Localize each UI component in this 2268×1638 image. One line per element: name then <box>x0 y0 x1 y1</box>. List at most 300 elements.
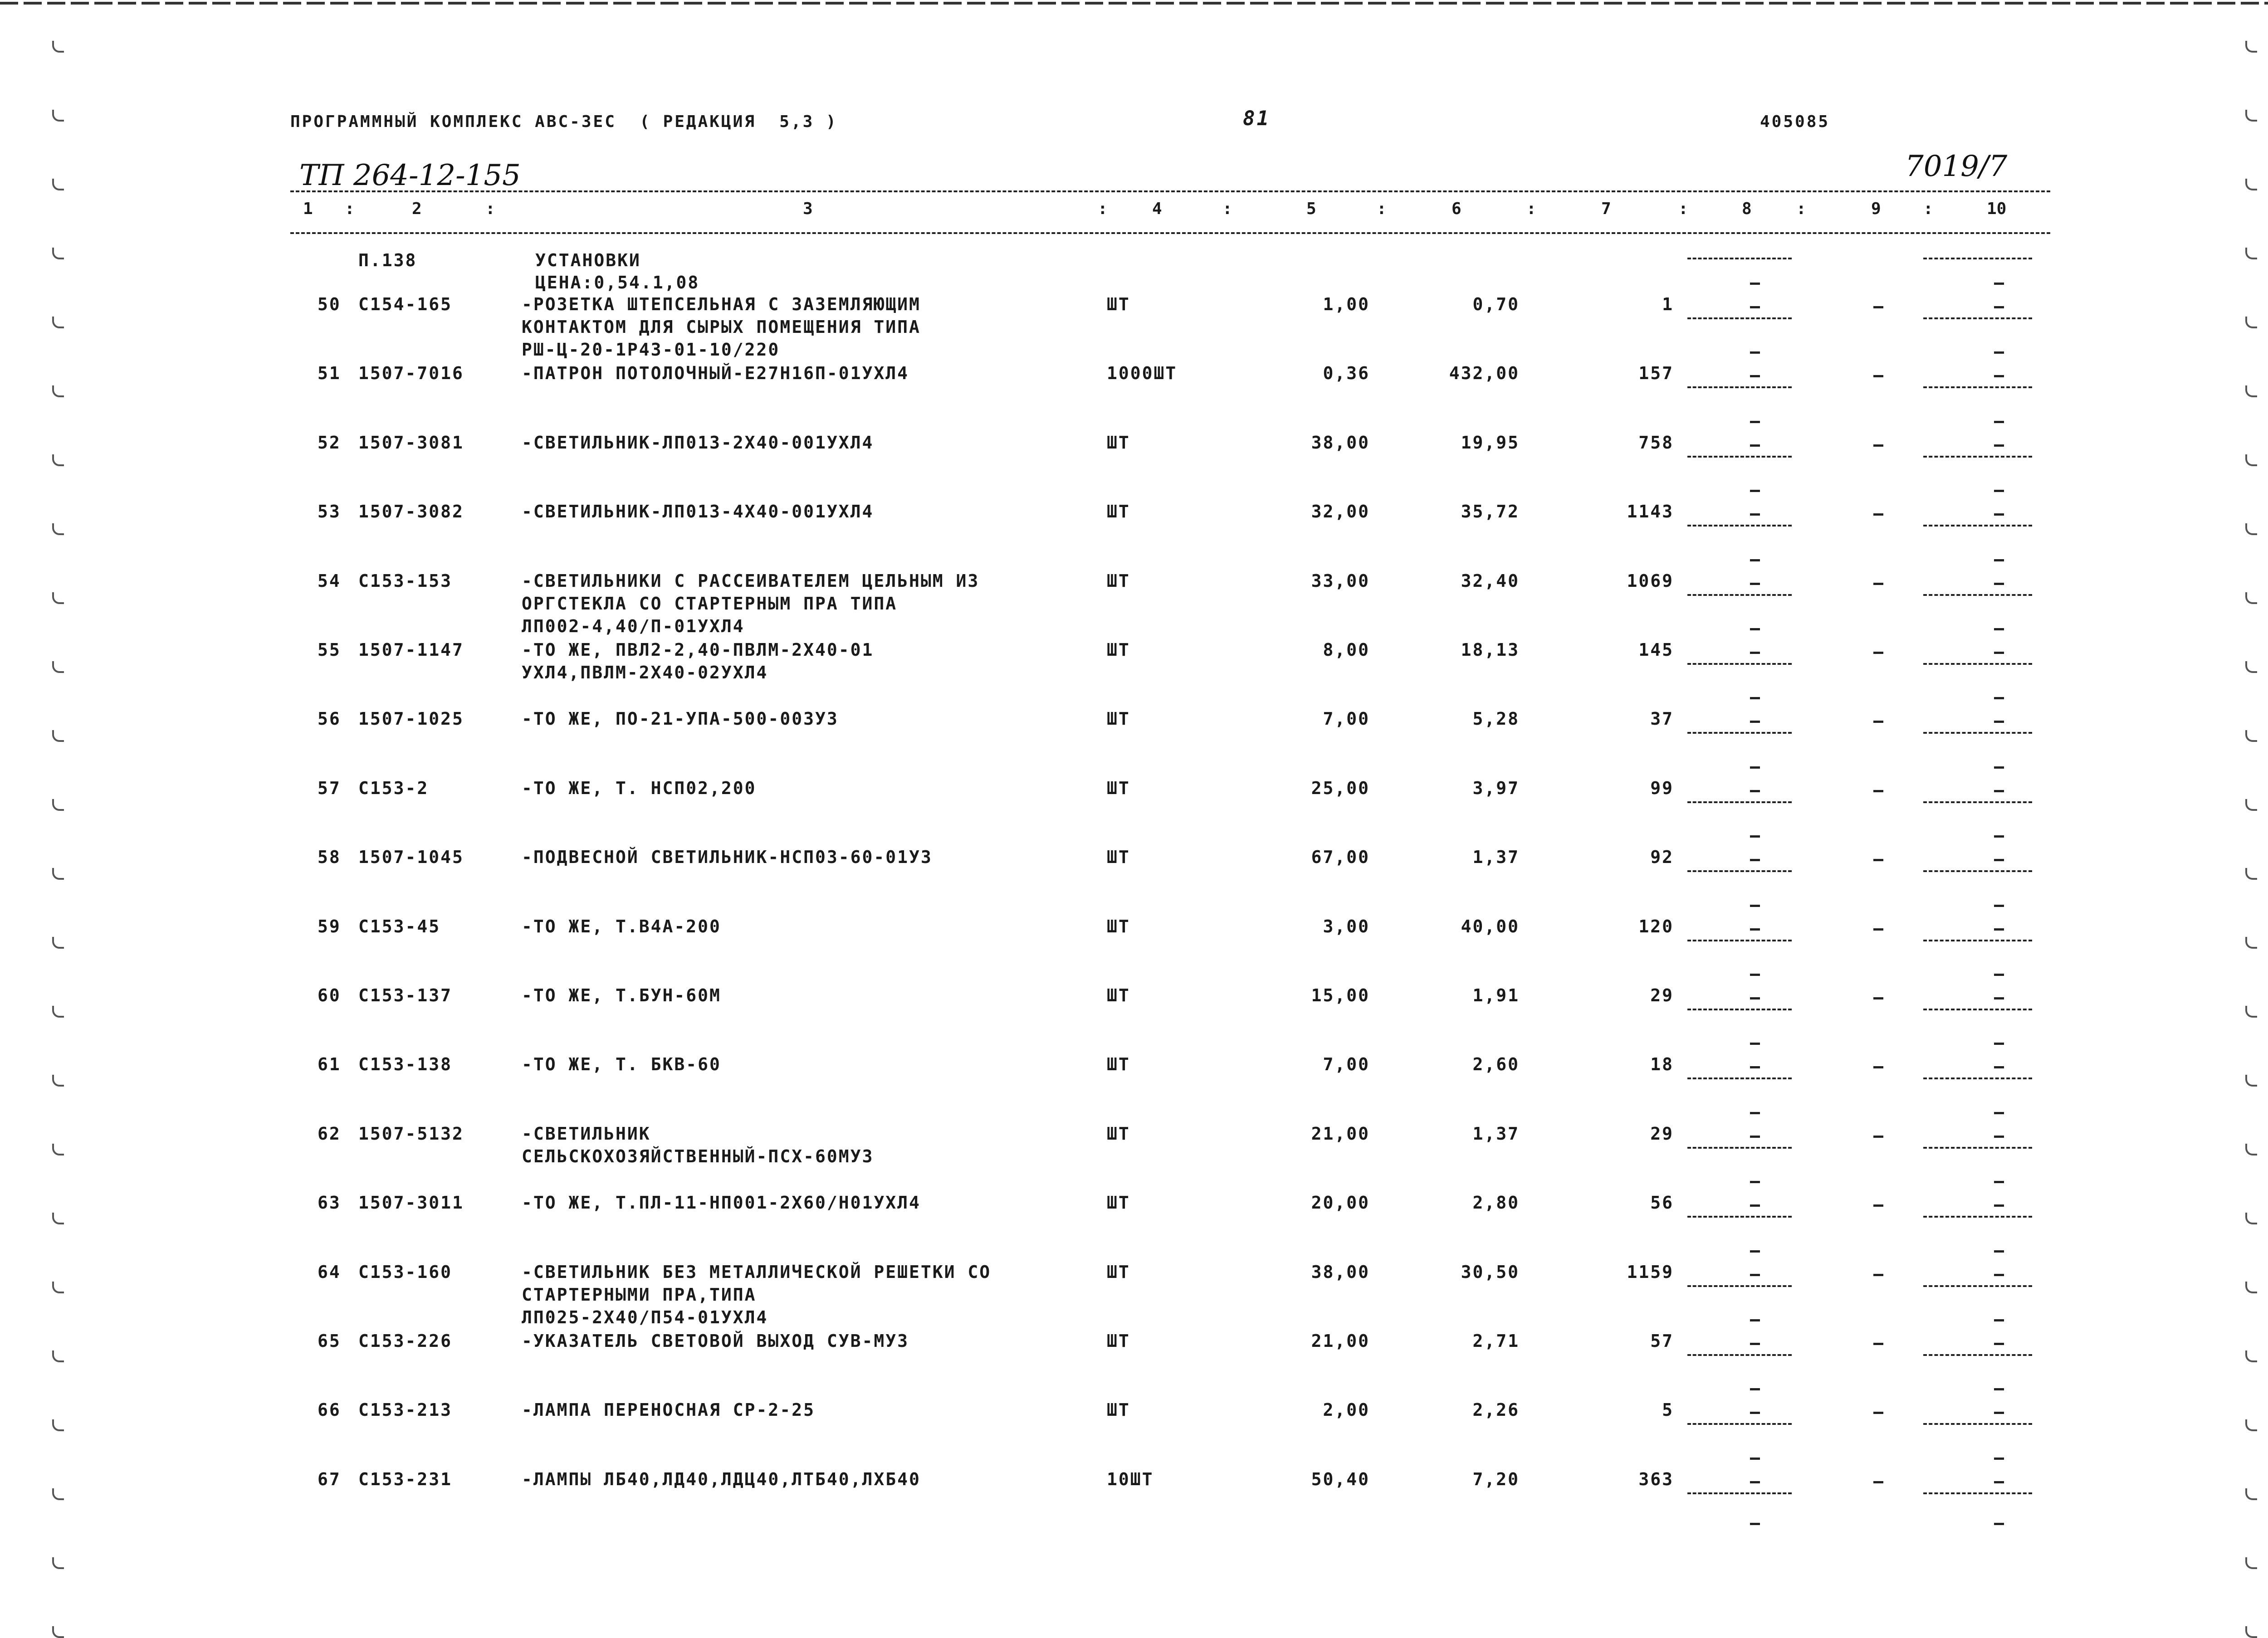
row-unit: ШТ <box>1107 294 1130 314</box>
dash-mark <box>1873 306 1883 308</box>
dash-mark <box>1873 513 1883 516</box>
row-total: 1069 <box>1627 571 1674 591</box>
row-unit-price: 40,00 <box>1461 916 1520 936</box>
dash-mark <box>1750 1481 1760 1483</box>
feed-hole-mark <box>2245 1144 2257 1155</box>
row-unit: ШТ <box>1107 433 1130 453</box>
row-unit-price: 0,70 <box>1472 294 1520 314</box>
dash-mark <box>1873 1066 1883 1068</box>
dash-mark <box>1994 559 2004 561</box>
row-total: 758 <box>1638 433 1674 453</box>
cell-rule <box>1687 386 1792 388</box>
sheet-ref-handwritten: 7019/7 <box>1905 150 2008 183</box>
row-number: 64 <box>318 1262 341 1282</box>
dash-mark <box>1750 628 1760 630</box>
row-total: 363 <box>1638 1469 1674 1489</box>
row-total: 29 <box>1650 985 1674 1005</box>
row-number: 61 <box>318 1054 341 1074</box>
dash-mark <box>1750 1204 1760 1207</box>
feed-hole-mark <box>2245 1006 2257 1018</box>
dash-mark <box>1873 1343 1883 1345</box>
dash-mark <box>1873 1274 1883 1276</box>
cell-rule <box>1687 456 1792 458</box>
dash-mark <box>1873 790 1883 792</box>
section-number: П.138 <box>358 250 417 270</box>
dash-mark <box>1994 974 2004 976</box>
row-quantity: 20,00 <box>1311 1193 1370 1213</box>
row-description-line: -СВЕТИЛЬНИК <box>522 1124 651 1144</box>
dash-mark <box>1750 306 1760 308</box>
row-unit: ШТ <box>1107 1331 1130 1351</box>
row-unit-price: 3,97 <box>1472 778 1520 798</box>
cell-rule <box>1923 1147 2032 1149</box>
dash-mark <box>1994 835 2004 838</box>
dash-mark <box>1873 652 1883 654</box>
dash-mark <box>1750 1066 1760 1068</box>
dash-mark <box>1994 1136 2004 1138</box>
dash-mark <box>1994 1388 2004 1390</box>
cell-rule <box>1923 732 2032 734</box>
feed-hole-mark <box>2245 317 2257 328</box>
dash-mark <box>1750 905 1760 907</box>
row-total: 1159 <box>1627 1262 1674 1282</box>
row-code: С153-226 <box>358 1331 453 1351</box>
row-description-line: -ПОДВЕСНОЙ СВЕТИЛЬНИК-НСП03-60-01У3 <box>522 847 933 867</box>
dash-mark <box>1873 928 1883 931</box>
dash-mark <box>1750 1136 1760 1138</box>
cell-rule <box>1687 732 1792 734</box>
cell-rule <box>1923 1492 2032 1494</box>
dash-mark <box>1750 1388 1760 1390</box>
row-unit: ШТ <box>1107 1193 1130 1213</box>
dash-mark <box>1994 375 2004 377</box>
cell-rule <box>1923 1077 2032 1079</box>
cell-rule <box>1923 317 2032 319</box>
column-separator: : <box>1526 200 1536 218</box>
dash-mark <box>1994 1343 2004 1345</box>
program-title: ПРОГРАММНЫЙ КОМПЛЕКС АВС-3ЕС ( РЕДАКЦИЯ 5,3 ) <box>290 112 838 131</box>
row-number: 52 <box>318 433 341 453</box>
cell-rule <box>1923 870 2032 872</box>
row-description-line: -ЛАМПА ПЕРЕНОСНАЯ СР-2-25 <box>522 1400 815 1420</box>
dash-mark <box>1750 1250 1760 1253</box>
feed-hole-mark <box>2245 110 2257 122</box>
dash-mark <box>1994 1112 2004 1114</box>
row-description-line: -РОЗЕТКА ШТЕПСЕЛЬНАЯ С ЗАЗЕМЛЯЮЩИМ <box>522 294 921 314</box>
row-code: С153-137 <box>358 985 453 1005</box>
row-code: С153-153 <box>358 571 453 591</box>
feed-hole-mark <box>2245 454 2257 466</box>
dash-mark <box>1750 928 1760 931</box>
dash-mark <box>1994 1181 2004 1183</box>
row-code: 1507-7016 <box>358 363 464 383</box>
row-total: 92 <box>1650 847 1674 867</box>
row-total: 5 <box>1662 1400 1674 1420</box>
row-unit-price: 2,26 <box>1472 1400 1520 1420</box>
dash-mark <box>1994 306 2004 308</box>
feed-hole-mark <box>52 1350 64 1362</box>
row-unit: ШТ <box>1107 847 1130 867</box>
feed-hole-mark <box>2245 1626 2257 1638</box>
row-unit: ШТ <box>1107 985 1130 1005</box>
row-number: 59 <box>318 916 341 936</box>
feed-hole-mark <box>52 1075 64 1087</box>
feed-hole-mark <box>2245 248 2257 259</box>
dash-mark <box>1750 583 1760 585</box>
section-line-2: ЦЕНА:0,54.1,08 <box>535 273 700 292</box>
row-code: 1507-1147 <box>358 640 464 660</box>
feed-hole-mark <box>52 1626 64 1638</box>
row-quantity: 25,00 <box>1311 778 1370 798</box>
feed-hole-mark <box>52 799 64 811</box>
dash-mark <box>1994 652 2004 654</box>
row-description-line: -ТО ЖЕ, Т. НСП02,200 <box>522 778 757 798</box>
row-unit-price: 2,80 <box>1472 1193 1520 1213</box>
row-quantity: 21,00 <box>1311 1331 1370 1351</box>
row-total: 29 <box>1650 1124 1674 1144</box>
row-unit-price: 7,20 <box>1472 1469 1520 1489</box>
feed-hole-mark <box>2245 592 2257 604</box>
row-number: 55 <box>318 640 341 660</box>
row-description-line: ЛП025-2Х40/П54-01УХЛ4 <box>522 1307 768 1327</box>
column-header: 7 <box>1601 200 1611 218</box>
row-description-line: -ТО ЖЕ, ПО-21-УПА-500-003У3 <box>522 709 839 729</box>
dash-mark <box>1750 283 1760 285</box>
dash-mark <box>1750 1343 1760 1345</box>
feed-hole-mark <box>52 385 64 397</box>
row-number: 65 <box>318 1331 341 1351</box>
dash-mark <box>1750 997 1760 999</box>
row-unit: ШТ <box>1107 1262 1130 1282</box>
dash-mark <box>1750 1043 1760 1045</box>
perforated-top-edge <box>0 2 2268 5</box>
column-separator: : <box>1678 200 1688 218</box>
dash-mark <box>1873 859 1883 861</box>
row-quantity: 3,00 <box>1323 916 1370 936</box>
dash-mark <box>1873 1136 1883 1138</box>
cell-rule <box>1687 1009 1792 1010</box>
row-total: 56 <box>1650 1193 1674 1213</box>
row-number: 63 <box>318 1193 341 1213</box>
feed-hole-mark <box>2245 1557 2257 1569</box>
feed-hole-mark <box>52 1144 64 1155</box>
dash-mark <box>1994 1319 2004 1321</box>
dash-mark <box>1750 790 1760 792</box>
dash-mark <box>1750 513 1760 516</box>
row-number: 57 <box>318 778 341 798</box>
column-separator: : <box>1222 200 1232 218</box>
row-description-line: СТАРТЕРНЫМИ ПРА,ТИПА <box>522 1285 757 1305</box>
row-unit: ШТ <box>1107 916 1130 936</box>
cell-rule <box>1923 1009 2032 1010</box>
dash-mark <box>1873 1412 1883 1414</box>
dash-mark <box>1873 583 1883 585</box>
row-code: С153-160 <box>358 1262 453 1282</box>
dash-mark <box>1994 421 2004 423</box>
cell-rule <box>1687 1423 1792 1425</box>
row-code: 1507-1025 <box>358 709 464 729</box>
feed-hole-mark <box>2245 385 2257 397</box>
row-quantity: 8,00 <box>1323 640 1370 660</box>
dash-mark <box>1994 790 2004 792</box>
row-unit-price: 1,91 <box>1472 985 1520 1005</box>
dash-mark <box>1994 1066 2004 1068</box>
feed-hole-mark <box>52 937 64 949</box>
dash-mark <box>1750 559 1760 561</box>
dash-mark <box>1994 1458 2004 1460</box>
column-header: 4 <box>1152 200 1162 218</box>
dash-mark <box>1750 766 1760 769</box>
feed-hole-mark <box>52 592 64 604</box>
cell-rule <box>1687 317 1792 319</box>
dash-mark <box>1750 421 1760 423</box>
row-description-line: УХЛ4,ПВЛМ-2Х40-02УХЛ4 <box>522 663 768 682</box>
feed-hole-mark <box>2245 179 2257 190</box>
row-unit-price: 1,37 <box>1472 847 1520 867</box>
column-header: 2 <box>412 200 422 218</box>
dash-mark <box>1994 628 2004 630</box>
dash-mark <box>1994 583 2004 585</box>
column-header: 9 <box>1871 200 1881 218</box>
dash-mark <box>1994 928 2004 931</box>
row-unit: ШТ <box>1107 709 1130 729</box>
row-quantity: 33,00 <box>1311 571 1370 591</box>
cell-rule <box>1923 663 2032 665</box>
row-unit-price: 5,28 <box>1472 709 1520 729</box>
feed-hole-mark <box>52 1282 64 1293</box>
row-code: С153-138 <box>358 1054 453 1074</box>
row-quantity: 50,40 <box>1311 1469 1370 1489</box>
dash-mark <box>1994 997 2004 999</box>
cell-rule <box>1923 940 2032 941</box>
row-quantity: 7,00 <box>1323 1054 1370 1074</box>
dash-mark <box>1994 1250 2004 1253</box>
feed-hole-mark <box>2245 661 2257 673</box>
dash-mark <box>1994 1412 2004 1414</box>
feed-hole-mark <box>52 1488 64 1500</box>
row-unit: 10ШТ <box>1107 1469 1154 1489</box>
dash-mark <box>1873 1204 1883 1207</box>
row-code: С153-213 <box>358 1400 453 1420</box>
row-total: 57 <box>1650 1331 1674 1351</box>
row-code: С153-2 <box>358 778 429 798</box>
dash-mark <box>1994 1043 2004 1045</box>
cell-rule <box>1923 1423 2032 1425</box>
dash-mark <box>1994 766 2004 769</box>
feed-hole-mark <box>52 1419 64 1431</box>
cell-rule <box>1923 525 2032 526</box>
dash-mark <box>1750 1523 1760 1525</box>
dash-mark <box>1750 444 1760 447</box>
row-number: 50 <box>318 294 341 314</box>
project-code-handwritten: ТП 264-12-155 <box>299 159 521 192</box>
cell-rule <box>1687 1492 1792 1494</box>
cell-rule <box>1687 801 1792 803</box>
dash-mark <box>1873 721 1883 723</box>
row-description-line: -УКАЗАТЕЛЬ СВЕТОВОЙ ВЫХОД СУВ-МУ3 <box>522 1331 909 1351</box>
column-header: 8 <box>1742 200 1752 218</box>
row-code: С153-45 <box>358 916 441 936</box>
row-quantity: 67,00 <box>1311 847 1370 867</box>
feed-hole-mark <box>2245 730 2257 742</box>
dash-mark <box>1994 697 2004 699</box>
row-unit-price: 432,00 <box>1449 363 1520 383</box>
row-number: 58 <box>318 847 341 867</box>
row-total: 157 <box>1638 363 1674 383</box>
feed-hole-mark <box>2245 1213 2257 1224</box>
feed-hole-mark <box>2245 1419 2257 1431</box>
row-description-line: -ТО ЖЕ, Т.ПЛ-11-НП001-2Х60/Н01УХЛ4 <box>522 1193 921 1213</box>
dash-mark <box>1750 974 1760 976</box>
row-quantity: 38,00 <box>1311 433 1370 453</box>
feed-hole-mark <box>52 248 64 259</box>
row-number: 54 <box>318 571 341 591</box>
feed-hole-mark <box>2245 1488 2257 1500</box>
dash-mark <box>1750 835 1760 838</box>
row-code: С154-165 <box>358 294 453 314</box>
cell-rule <box>1687 258 1792 259</box>
dash-mark <box>1750 1181 1760 1183</box>
feed-hole-mark <box>52 41 64 53</box>
row-number: 66 <box>318 1400 341 1420</box>
row-number: 53 <box>318 502 341 522</box>
column-separator: : <box>485 200 495 218</box>
cell-rule <box>1923 456 2032 458</box>
dash-mark <box>1750 1274 1760 1276</box>
row-unit-price: 19,95 <box>1461 433 1520 453</box>
cell-rule <box>1687 1285 1792 1287</box>
feed-hole-mark <box>2245 523 2257 535</box>
dash-mark <box>1994 444 2004 447</box>
feed-hole-mark <box>2245 41 2257 53</box>
row-quantity: 0,36 <box>1323 363 1370 383</box>
dash-mark <box>1873 375 1883 377</box>
feed-hole-mark <box>52 110 64 122</box>
row-unit-price: 1,37 <box>1472 1124 1520 1144</box>
cell-rule <box>1923 1285 2032 1287</box>
column-separator: : <box>1796 200 1806 218</box>
feed-hole-mark <box>2245 1350 2257 1362</box>
cell-rule <box>1923 594 2032 596</box>
row-description-line: ОРГСТЕКЛА СО СТАРТЕРНЫМ ПРА ТИПА <box>522 594 898 614</box>
row-description-line: -ЛАМПЫ ЛБ40,ЛД40,ЛДЦ40,ЛТБ40,ЛХБ40 <box>522 1469 921 1489</box>
row-quantity: 7,00 <box>1323 709 1370 729</box>
row-number: 60 <box>318 985 341 1005</box>
row-quantity: 1,00 <box>1323 294 1370 314</box>
row-description-line: -ТО ЖЕ, Т.В4А-200 <box>522 916 721 936</box>
cell-rule <box>1687 1216 1792 1218</box>
cell-rule <box>1687 663 1792 665</box>
row-code: 1507-3081 <box>358 433 464 453</box>
row-unit: ШТ <box>1107 640 1130 660</box>
row-unit-price: 32,40 <box>1461 571 1520 591</box>
dash-mark <box>1994 490 2004 492</box>
row-unit: ШТ <box>1107 1124 1130 1144</box>
dash-mark <box>1750 375 1760 377</box>
row-total: 145 <box>1638 640 1674 660</box>
cell-rule <box>1923 386 2032 388</box>
dash-mark <box>1994 1523 2004 1525</box>
feed-hole-mark <box>2245 1075 2257 1087</box>
section-line-1: УСТАНОВКИ <box>535 250 641 270</box>
dash-mark <box>1994 513 2004 516</box>
row-description-line: СЕЛЬСКОХОЗЯЙСТВЕННЫЙ-ПСХ-60МУ3 <box>522 1146 874 1166</box>
page-number: 81 <box>1243 107 1271 130</box>
row-description-line: -ТО ЖЕ, Т. БКВ-60 <box>522 1054 721 1074</box>
row-total: 37 <box>1650 709 1674 729</box>
feed-hole-mark <box>52 1557 64 1569</box>
row-description-line: -СВЕТИЛЬНИК-ЛП013-4Х40-001УХЛ4 <box>522 502 874 522</box>
row-unit-price: 2,60 <box>1472 1054 1520 1074</box>
row-unit: ШТ <box>1107 778 1130 798</box>
dash-mark <box>1994 1204 2004 1207</box>
document-code: 405085 <box>1760 112 1830 131</box>
row-number: 51 <box>318 363 341 383</box>
row-description-line: РШ-Ц-20-1Р43-01-10/220 <box>522 340 780 360</box>
row-description-line: -ПАТРОН ПОТОЛОЧНЫЙ-Е27Н16П-01УХЛ4 <box>522 363 909 383</box>
cell-rule <box>1923 1354 2032 1356</box>
row-description-line: -СВЕТИЛЬНИКИ С РАССЕИВАТЕЛЕМ ЦЕЛЬНЫМ ИЗ <box>522 571 980 591</box>
row-description-line: -СВЕТИЛЬНИК БЕЗ МЕТАЛЛИЧЕСКОЙ РЕШЕТКИ СО <box>522 1262 992 1282</box>
row-quantity: 32,00 <box>1311 502 1370 522</box>
dash-mark <box>1873 444 1883 447</box>
row-unit: ШТ <box>1107 571 1130 591</box>
row-code: С153-231 <box>358 1469 453 1489</box>
row-number: 56 <box>318 709 341 729</box>
feed-hole-mark <box>52 661 64 673</box>
header-rule-bottom <box>290 232 2050 234</box>
row-total: 1143 <box>1627 502 1674 522</box>
cell-rule <box>1923 258 2032 259</box>
cell-rule <box>1687 594 1792 596</box>
dash-mark <box>1994 283 2004 285</box>
dash-mark <box>1750 859 1760 861</box>
row-quantity: 15,00 <box>1311 985 1370 1005</box>
feed-hole-mark <box>2245 799 2257 811</box>
cell-rule <box>1687 870 1792 872</box>
row-code: 1507-3011 <box>358 1193 464 1213</box>
cell-rule <box>1923 1216 2032 1218</box>
feed-hole-mark <box>52 179 64 190</box>
dash-mark <box>1994 721 2004 723</box>
dash-mark <box>1994 1481 2004 1483</box>
dash-mark <box>1873 1481 1883 1483</box>
row-description-line: -ТО ЖЕ, ПВЛ2-2,40-ПВЛМ-2Х40-01 <box>522 640 874 660</box>
row-unit: ШТ <box>1107 502 1130 522</box>
row-code: 1507-3082 <box>358 502 464 522</box>
feed-hole-mark <box>52 730 64 742</box>
cell-rule <box>1687 940 1792 941</box>
dash-mark <box>1994 1274 2004 1276</box>
feed-hole-mark <box>52 317 64 328</box>
column-header: 10 <box>1987 200 2007 218</box>
feed-hole-mark <box>2245 868 2257 880</box>
cell-rule <box>1687 1077 1792 1079</box>
dash-mark <box>1750 1112 1760 1114</box>
feed-hole-mark <box>2245 937 2257 949</box>
cell-rule <box>1687 525 1792 526</box>
row-description-line: КОНТАКТОМ ДЛЯ СЫРЫХ ПОМЕЩЕНИЯ ТИПА <box>522 317 921 337</box>
column-header: 3 <box>803 200 813 218</box>
row-total: 99 <box>1650 778 1674 798</box>
row-description-line: ЛП002-4,40/П-01УХЛ4 <box>522 616 745 636</box>
column-separator: : <box>345 200 355 218</box>
row-unit-price: 30,50 <box>1461 1262 1520 1282</box>
dash-mark <box>1750 351 1760 354</box>
row-total: 1 <box>1662 294 1674 314</box>
row-unit: 1000ШТ <box>1107 363 1178 383</box>
dash-mark <box>1994 859 2004 861</box>
